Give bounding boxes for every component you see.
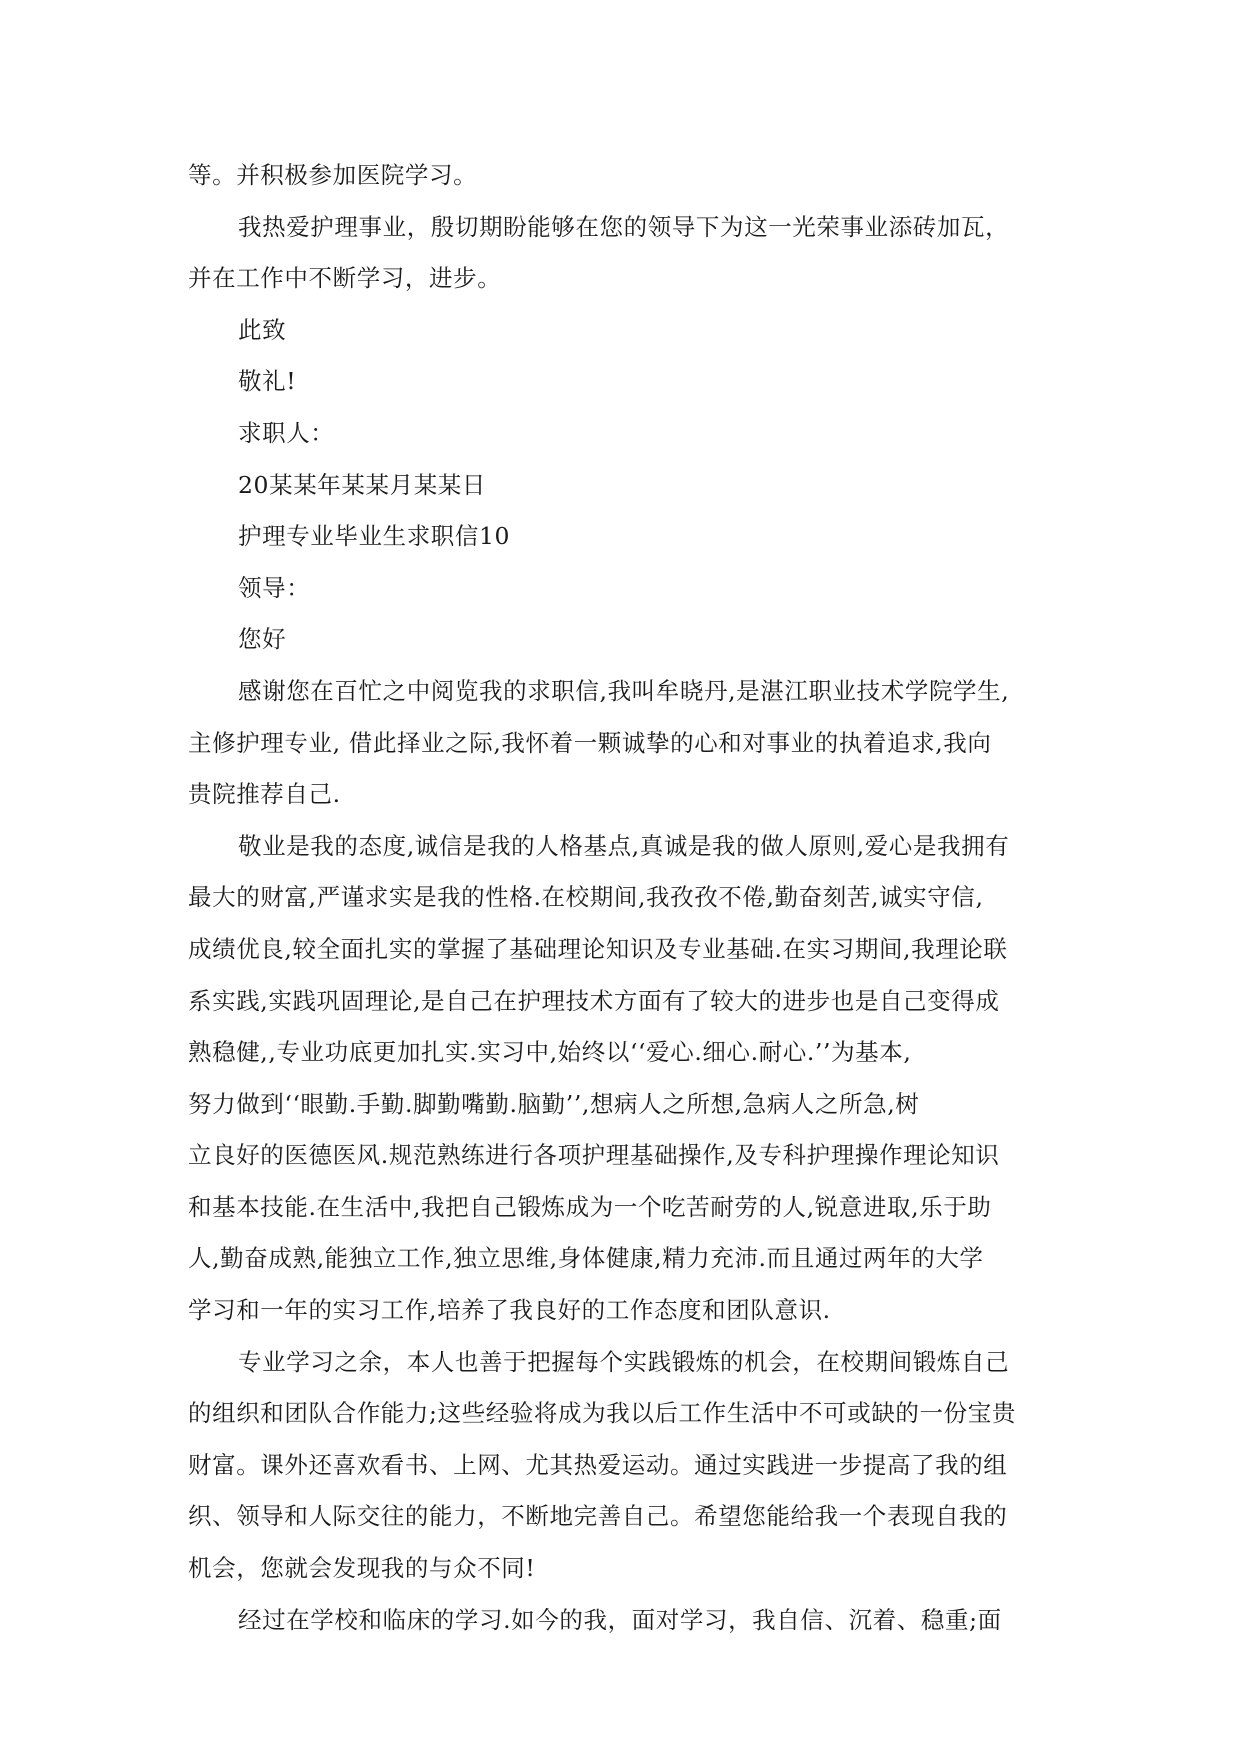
paragraph-experience: 经过在学校和临床的学习.如今的我，面对学习，我自信、沉着、稳重;面 xyxy=(238,1605,1002,1634)
paragraph-aspiration: 我热爱护理事业，殷切期盼能够在您的领导下为这一光荣事业添砖加瓦， 并在工作中不断学习，进步。 xyxy=(188,212,1010,293)
closing-salutation: 此致 xyxy=(238,315,287,344)
letter-addressee: 领导： xyxy=(238,573,311,602)
closing-respect: 敬礼! xyxy=(238,367,297,396)
date-line: 20某某年某某月某某日 xyxy=(238,470,487,499)
signature-label: 求职人： xyxy=(238,418,335,447)
paragraph-character: 敬业是我的态度,诚信是我的人格基点,真诚是我的做人原则,爱心是我拥有 最大的财富,严谨求实是我的性格.在校期间,我孜孜不倦,勤奋刻苦,诚实守信, 成绩优良,较全面扎实的掌握了基础理论知识及专业基础.在实习期间,我理论联 系实践,实践巩固理论,是自己在护理技术方面有了较大的进步也是自己变得成 熟稳健,,专业功底更加扎实.实习中,始终以‘‘爱心.细心.耐心.’’为基本, 努力做到‘‘眼勤.手勤.脚勤嘴勤.脑勤’’,想病人之所想,急病人之所急,树 立良好的医德医风.规范熟练进行各项护理基础操作,及专科护理操作理论知识 和基本技能.在生活中,我把自己锻炼成为一个吃苦耐劳的人,锐意进取,乐于助 人,勤奋成熟,能独立工作,独立思维,身体健康,精力充沛.而且通过两年的大学 学习和一年的实习工作,培养了我良好的工作态度和团队意识. xyxy=(188,831,1010,1325)
document-body xyxy=(188,150,1048,1646)
paragraph-introduction: 感谢您在百忙之中阅览我的求职信,我叫牟晓丹,是湛江职业技术学院学生, 主修护理专业, 借此择业之际,我怀着一颗诚挚的心和对事业的执着追求,我向 贵院推荐自己. xyxy=(188,676,1010,809)
paragraph-activities: 专业学习之余，本人也善于把握每个实践锻炼的机会，在校期间锻炼自己 的组织和团队合作能力;这些经验将成为我以后工作生活中不可或缺的一份宝贵 财富。课外还喜欢看书、上网、尤其热爱运动。通过实践进一步提高了我的组 织、领导和人际交往的能力，不断地完善自己。希望您能给我一个表现自我的 机会，您就会发现我的与众不同! xyxy=(188,1347,1016,1583)
letter-greeting: 您好 xyxy=(238,625,287,654)
letter-title: 护理专业毕业生求职信10 xyxy=(238,522,511,551)
paragraph-continuation: 等。并积极参加医院学习。 xyxy=(188,161,478,189)
